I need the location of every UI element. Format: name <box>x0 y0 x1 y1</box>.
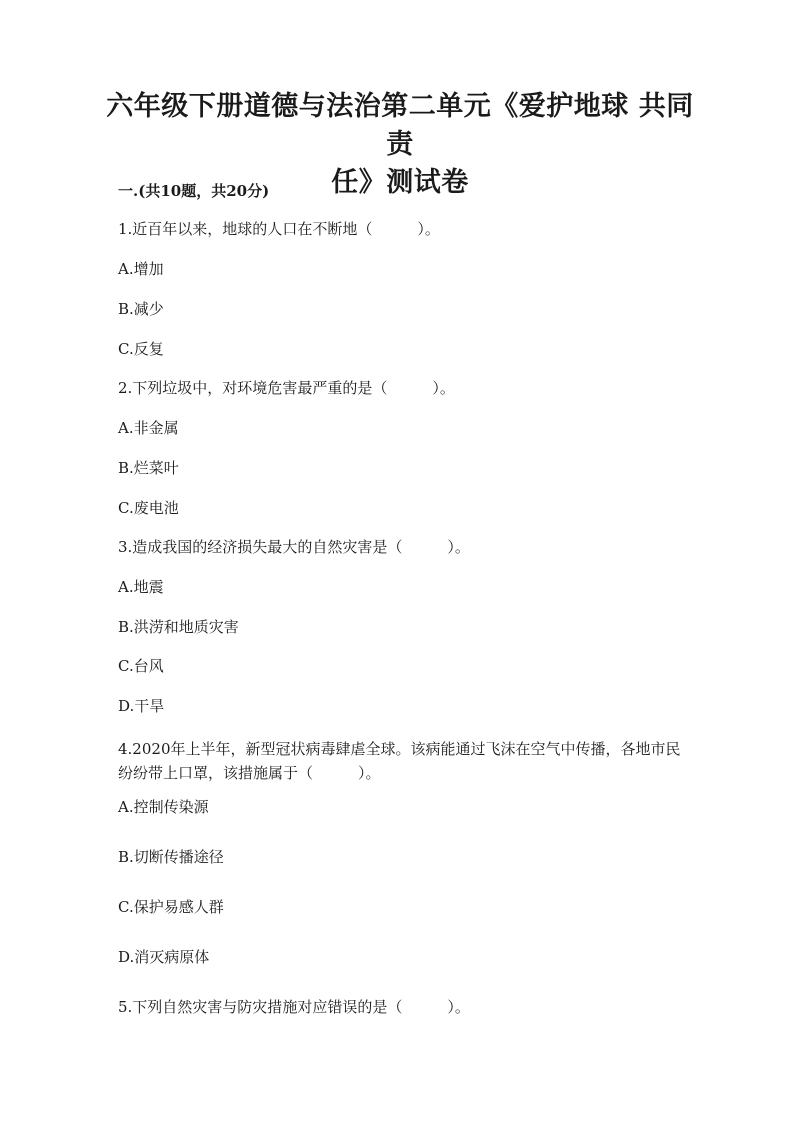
question-2-option-a: A.非金属 <box>118 419 179 437</box>
question-1-option-c: C.反复 <box>118 340 164 358</box>
question-4-option-c: C.保护易感人群 <box>118 898 224 916</box>
question-3-option-b: B.洪涝和地质灾害 <box>118 618 239 636</box>
title-line-1: 六年级下册道德与法治第二单元《爱护地球 共同责 <box>106 91 694 160</box>
question-2-stem: 2.下列垃圾中，对环境危害最严重的是（ ）。 <box>118 379 455 397</box>
question-2-option-c: C.废电池 <box>118 499 179 517</box>
question-4-option-a: A.控制传染源 <box>118 798 209 816</box>
question-5-stem: 5.下列自然灾害与防灾措施对应错误的是（ ）。 <box>118 998 470 1016</box>
question-4-stem: 4.2020年上半年，新型冠状病毒肆虐全球。该病能通过飞沫在空气中传播，各地市民纷纷带上口罩，该措施属于（ ）。 <box>118 740 681 782</box>
question-3-option-d: D.干旱 <box>118 697 165 715</box>
question-1-option-b: B.减少 <box>118 300 164 318</box>
question-1-option-a: A.增加 <box>118 260 164 278</box>
question-4-option-d: D.消灭病原体 <box>118 948 210 966</box>
question-4-option-b: B.切断传播途径 <box>118 848 224 866</box>
title-line-2: 任》测试卷 <box>331 167 469 198</box>
question-3-option-c: C.台风 <box>118 657 164 675</box>
question-3-option-a: A.地震 <box>118 578 164 596</box>
question-1-stem: 1.近百年以来，地球的人口在不断地（ ）。 <box>118 220 440 238</box>
section-heading: 一.(共10题，共20分) <box>118 182 270 200</box>
question-3-stem: 3.造成我国的经济损失最大的自然灾害是（ ）。 <box>118 538 470 556</box>
question-2-option-b: B.烂菜叶 <box>118 459 179 477</box>
